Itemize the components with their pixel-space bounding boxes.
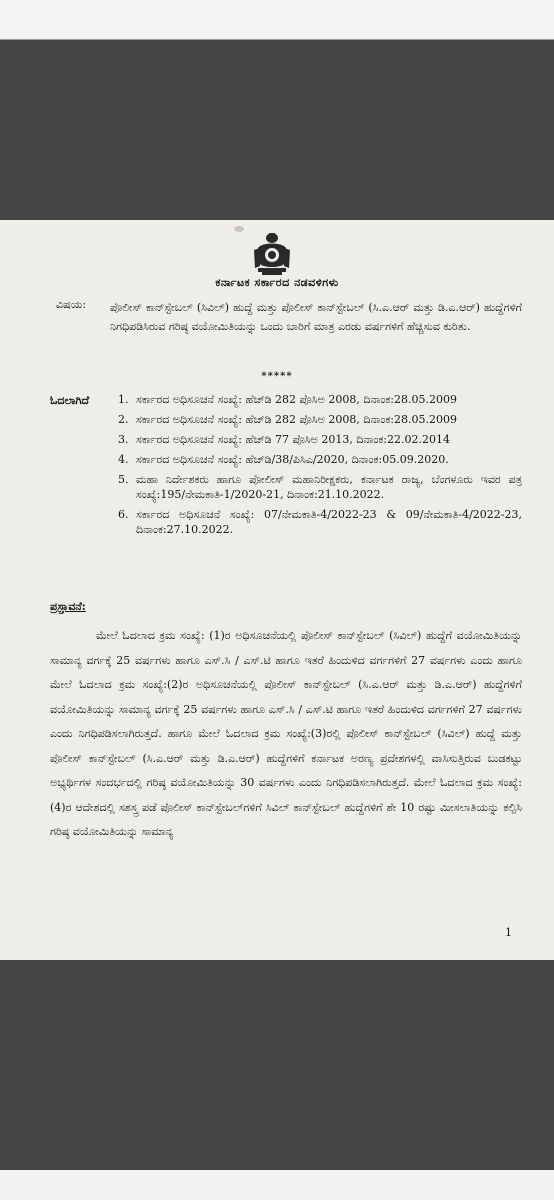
reference-text: ಸರ್ಕಾರದ ಅಧಿಸೂಚನೆ ಸಂಖ್ಯೆ: ಹೆಚ್‌ಡಿ 77 ಪೊಸಿಅ 2013, ದಿನಾಂಕ:22.02.2014 <box>136 433 450 446</box>
top-status-bar <box>0 0 554 40</box>
page-number: 1 <box>505 926 512 939</box>
reference-number: 4. <box>118 453 129 466</box>
reference-number: 2. <box>118 413 129 426</box>
reference-text: ಮಹಾ ನಿರ್ದೇಶಕರು ಹಾಗೂ ಪೋಲೀಸ್ ಮಹಾನಿರೀಕ್ಷಕರು, ಕರ್ನಾಟಕ ರಾಜ್ಯ, ಬೆಂಗಳೂರು ಇವರ ಪತ್ರ ಸಂಖ್ಯೆ:195/ನೇಮಕಾತಿ-1/2020-21, ದಿನಾಂಕ:21.10.2022. <box>136 473 522 501</box>
reference-number: 3. <box>118 433 129 446</box>
reference-item <box>118 452 522 467</box>
reference-text: ಸರ್ಕಾರದ ಅಧಿಸೂಚನೆ ಸಂಖ್ಯೆ: ಹೆಚ್‌ಡಿ 282 ಪೊಸಿಅ 2008, ದಿನಾಂಕ:28.05.2009 <box>136 413 457 426</box>
dark-background-bottom <box>0 960 554 1170</box>
department-heading: ಕರ್ನಾಟಕ ಸರ್ಕಾರದ ನಡವಳಿಗಳು <box>215 276 339 289</box>
reference-item <box>118 412 522 427</box>
reference-item <box>118 432 522 447</box>
reference-text: ಸರ್ಕಾರದ ಅಧಿಸೂಚನೆ ಸಂಖ್ಯೆ: ಹೆಚ್‌ಡಿ 282 ಪೊಸಿಅ 2008, ದಿನಾಂಕ:28.05.2009 <box>136 393 457 406</box>
karnataka-emblem-icon <box>252 230 292 276</box>
dark-background-top <box>0 40 554 220</box>
punch-hole-mark <box>234 226 244 232</box>
references-label: ಓದಲಾಗಿದೆ <box>50 394 90 407</box>
subject-text: ಪೊಲೀಸ್ ಕಾನ್‌ಸ್ಟೇಬಲ್ (ಸಿವಿಲ್) ಹುದ್ದೆ ಮತ್ತು ಪೊಲೀಸ್ ಕಾನ್‌ಸ್ಟೇಬಲ್ (ಸಿ.ಎ.ಆರ್ ಮತ್ತು ಡಿ.ಎ.ಆರ್) ಹುದ್ದೆಗಳಿಗೆ ನಿಗಧಿಪಡಿಸಿರುವ ಗರಿಷ್ಠ ವಯೋಮಿತಿಯನ್ನು ಒಂದು ಬಾರಿಗೆ ಮಾತ್ರ ಎರಡು ವರ್ಷಗಳಿಗೆ ಹೆಚ್ಚಿಸುವ ಕುರಿತು. <box>110 301 522 333</box>
document-page <box>0 220 554 960</box>
reference-text: ಸರ್ಕಾರದ ಅಧಿಸೂಚನೆ ಸಂಖ್ಯೆ: 07/ನೇಮಕಾತಿ-4/2022-23 & 09/ನೇಮಕಾತಿ-4/2022-23, ದಿನಾಂಕ:27.10.2022. <box>136 508 522 536</box>
preamble-body: ಮೇಲೆ ಓದಲಾದ ಕ್ರಮ ಸಂಖ್ಯೆ: (1)ರ ಅಧಿಸೂಚನೆಯಲ್ಲಿ ಪೊಲೀಸ್ ಕಾನ್‌ಸ್ಟೇಬಲ್ (ಸಿವಿಲ್) ಹುದ್ದೆಗೆ ವಯೋಮಿತಿಯನ್ನು ಸಾಮಾನ್ಯ ವರ್ಗಕ್ಕೆ 25 ವರ್ಷಗಳು ಹಾಗೂ ಎಸ್.ಸಿ / ಎಸ್.ಟಿ ಹಾಗೂ ಇತರೆ ಹಿಂದುಳಿದ ವರ್ಗಗಳಿಗೆ 27 ವರ್ಷಗಳು ಎಂದು ಹಾಗೂ ಮೇಲೆ ಓದಲಾದ ಕ್ರಮ ಸಂಖ್ಯೆ:(2)ರ ಅಧಿಸೂಚನೆಯಲ್ಲಿ ಪೊಲೀಸ್ ಕಾನ್‌ಸ್ಟೇಬಲ್ (ಸಿ.ಎ.ಆರ್ ಮತ್ತು ಡಿ.ಎ.ಆರ್) ಹುದ್ದೆಗಳಿಗೆ ವಯೋಮಿತಿಯನ್ನು ಸಾಮಾನ್ಯ ವರ್ಗಕ್ಕೆ 25 ವರ್ಷಗಳು ಹಾಗೂ ಎಸ್.ಸಿ / ಎಸ್.ಟಿ ಹಾಗೂ ಇತರೆ ಹಿಂದುಳಿದ ವರ್ಗಗಳಿಗೆ 27 ವರ್ಷಗಳು ಎಂದು ನಿಗಧಿಪಡಿಸಲಾಗಿರುತ್ತದೆ. ಹಾಗೂ ಮೇಲೆ ಓದಲಾದ ಕ್ರಮ ಸಂಖ್ಯೆ:(3)ರಲ್ಲಿ ಪೊಲೀಸ್ ಕಾನ್‌ಸ್ಟೇಬಲ್ (ಸಿವಿಲ್) ಹುದ್ದೆ ಮತ್ತು ಪೊಲೀಸ್ ಕಾನ್‌ಸ್ಟೇಬಲ್ (ಸಿ.ಎ.ಆರ್ ಮತ್ತು ಡಿ.ಎ.ಆರ್) ಹುದ್ದೆಗಳಿಗೆ ಕರ್ನಾಟಕ ಅರಣ್ಯ ಪ್ರದೇಶಗಳಲ್ಲಿ ವಾಸಿಸುತ್ತಿರುವ ಬುಡಕಟ್ಟು ಅಭ್ಯರ್ಥಿಗಳ ಸಂದರ್ಭದಲ್ಲಿ ಗರಿಷ್ಠ ವಯೋಮಿತಿಯನ್ನು 30 ವರ್ಷಗಳು ಎಂದು ನಿಗಧಿಪಡಿಸಲಾಗಿರುತ್ತದೆ. ಮೇಲೆ ಓದಲಾದ ಕ್ರಮ ಸಂಖ್ಯೆ:(4)ರ ಆದೇಶದಲ್ಲಿ ಸಶಸ್ತ್ರ ಪಡೆ ಪೊಲೀಸ್ ಕಾನ್‌ಸ್ಟೇಬಲ್‌ಗಳಿಗೆ ಸಿವಿಲ್ ಕಾನ್‌ಸ್ಟೇಬಲ್ ಹುದ್ದೆಗಳಿಗೆ ಶೇ 10 ರಷ್ಟು ಮೀಸಲಾತಿಯನ್ನು ಕಲ್ಪಿಸಿ ಗರಿಷ್ಠ ವಯೋಮಿತಿಯನ್ನು ಸಾಮಾನ್ಯ <box>50 629 522 838</box>
preamble-heading: ಪ್ರಸ್ತಾವನೆ: <box>50 600 86 613</box>
reference-number: 1. <box>118 393 129 406</box>
reference-text: ಸರ್ಕಾರದ ಅಧಿಸೂಚನೆ ಸಂಖ್ಯೆ: ಹೆಚ್‌ಡಿ/38/ಪಿಸಿಎ/2020, ದಿನಾಂಕ:05.09.2020. <box>136 453 449 466</box>
reference-item <box>118 507 522 537</box>
bottom-bar <box>0 1170 554 1200</box>
references-list <box>118 392 522 542</box>
reference-item <box>118 472 522 502</box>
separator-stars: ***** <box>261 371 293 382</box>
reference-number: 6. <box>118 508 129 521</box>
subject-label: ವಿಷಯ: <box>56 298 87 311</box>
reference-item <box>118 392 522 407</box>
reference-number: 5. <box>118 473 129 486</box>
